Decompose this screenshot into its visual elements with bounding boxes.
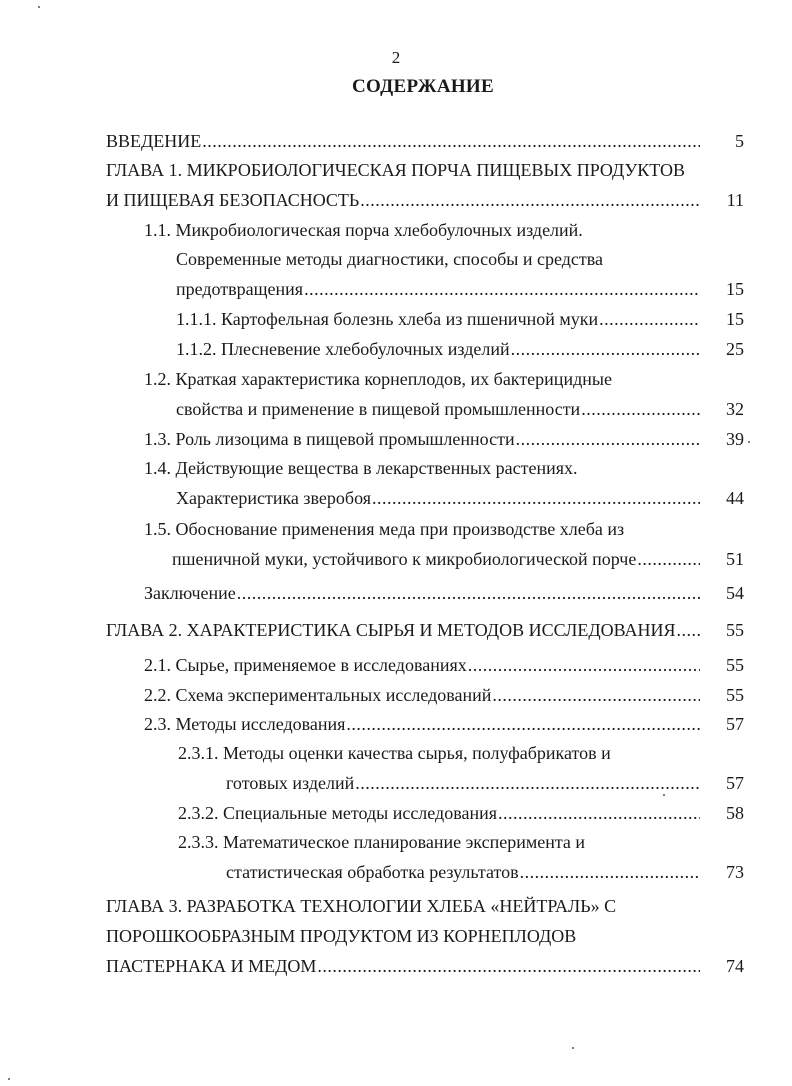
toc-entry-text: 2.1. Сырье, применяемое в исследованиях — [144, 655, 467, 675]
toc-entry-page: 25 — [726, 339, 744, 359]
scan-speck — [572, 1047, 574, 1049]
toc-entry-page: 15 — [726, 309, 744, 329]
dot-leader — [492, 682, 700, 708]
toc-chapter-2 — [106, 617, 744, 643]
dot-leader — [317, 953, 700, 979]
toc-section-2-1 — [144, 652, 744, 678]
toc-entry-text: 2.3. Методы исследования — [144, 714, 346, 734]
dot-leader — [516, 426, 700, 452]
toc-entry-page: 55 — [726, 685, 744, 705]
dot-leader — [468, 652, 700, 678]
toc-section-1-1-1 — [176, 306, 744, 332]
dot-leader — [498, 800, 700, 826]
toc-entry-text: Характеристика зверобоя — [176, 488, 372, 508]
scan-speck — [38, 6, 40, 8]
toc-section-1-3 — [144, 426, 744, 452]
dot-leader — [511, 336, 700, 362]
toc-section-1-5-line-2 — [172, 546, 744, 572]
toc-section-1-2-line-2 — [176, 396, 744, 422]
toc-section-1-1-line-1: 1.1. Микробиологическая порча хлебобулочных изделий. — [144, 220, 583, 240]
toc-section-1-2-line-1: 1.2. Краткая характеристика корнеплодов, их бактерицидные — [144, 369, 612, 389]
toc-chapter-1-line-2 — [106, 187, 744, 213]
toc-entry-text: готовых изделий — [226, 773, 355, 793]
toc-entry-text: 1.1.1. Картофельная болезнь хлеба из пшеничной муки — [176, 309, 599, 329]
toc-entry-page: 54 — [726, 583, 744, 603]
dot-leader — [677, 617, 700, 643]
dot-leader — [637, 546, 700, 572]
toc-section-2-3-1-line-2 — [226, 770, 744, 796]
toc-entry-text: предотвращения — [176, 279, 304, 299]
page-number: 2 — [391, 48, 401, 67]
toc-section-1-1-line-2: Современные методы диагностики, способы и средства — [176, 249, 604, 269]
toc-entry-page: 73 — [726, 862, 744, 882]
dot-leader — [599, 306, 700, 332]
toc-entry-page: 74 — [726, 956, 744, 976]
toc-entry-text: 1.1.2. Плесневение хлебобулочных изделий — [176, 339, 510, 359]
toc-entry-page: 44 — [726, 488, 744, 508]
scan-speck — [748, 441, 750, 443]
toc-entry-page: 39 — [726, 429, 744, 449]
toc-entry-text: 2.3.2. Специальные методы исследования — [178, 803, 497, 823]
toc-entry-page: 55 — [726, 620, 744, 640]
toc-entry-page: 58 — [726, 803, 744, 823]
toc-entry-page: 51 — [726, 549, 744, 569]
toc-entry-text: свойства и применение в пищевой промышленности — [176, 399, 581, 419]
toc-entry-page: 57 — [726, 773, 744, 793]
toc-entry-page: 11 — [726, 190, 744, 210]
page-title: СОДЕРЖАНИЕ — [352, 76, 494, 97]
dot-leader — [355, 770, 700, 796]
toc-chapter-3-line-2: ПОРОШКООБРАЗНЫМ ПРОДУКТОМ ИЗ КОРНЕПЛОДОВ — [106, 926, 577, 946]
toc-entry-text: 2.2. Схема экспериментальных исследований — [144, 685, 492, 705]
scan-speck — [663, 794, 665, 796]
toc-entry-text: ВВЕДЕНИЕ — [106, 131, 202, 151]
toc-chapter-3-line-1: ГЛАВА 3. РАЗРАБОТКА ТЕХНОЛОГИИ ХЛЕБА «НЕЙТРАЛЬ» С — [106, 896, 617, 916]
toc-entry-intro — [106, 128, 744, 154]
dot-leader — [202, 128, 700, 154]
dot-leader — [304, 276, 700, 302]
toc-section-2-3-3-line-1: 2.3.3. Математическое планирование эксперимента и — [178, 832, 586, 852]
toc-entry-page: 55 — [726, 655, 744, 675]
toc-section-1-5-line-1: 1.5. Обоснование применения меда при производстве хлеба из — [144, 519, 625, 539]
toc-chapter-1-line-1: ГЛАВА 1. МИКРОБИОЛОГИЧЕСКАЯ ПОРЧА ПИЩЕВЫХ ПРОДУКТОВ — [106, 160, 686, 180]
toc-entry-text: пшеничной муки, устойчивого к микробиологической порче — [172, 549, 637, 569]
dot-leader — [372, 485, 700, 511]
dot-leader — [520, 859, 700, 885]
toc-section-2-3-2 — [178, 800, 744, 826]
toc-entry-page: 57 — [726, 714, 744, 734]
toc-section-1-4-line-1: 1.4. Действующие вещества в лекарственных растениях. — [144, 458, 578, 478]
toc-entry-text: ПАСТЕРНАКА И МЕДОМ — [106, 956, 317, 976]
toc-section-2-2 — [144, 682, 744, 708]
toc-section-2-3 — [144, 711, 744, 737]
toc-entry-text: 1.3. Роль лизоцима в пищевой промышленности — [144, 429, 515, 449]
toc-entry-text: статистическая обработка результатов — [226, 862, 519, 882]
toc-entry-text: Заключение — [144, 583, 236, 603]
dot-leader — [360, 187, 700, 213]
dot-leader — [581, 396, 700, 422]
toc-section-2-3-1-line-1: 2.3.1. Методы оценки качества сырья, полуфабрикатов и — [178, 743, 611, 763]
toc-section-2-3-3-line-2 — [226, 859, 744, 885]
scan-speck — [8, 1078, 10, 1080]
toc-entry-page: 5 — [735, 131, 744, 151]
toc-section-1-1-line-3 — [176, 276, 744, 302]
toc-section-1-4-line-2 — [176, 485, 744, 511]
toc-section-1-1-2 — [176, 336, 744, 362]
dot-leader — [237, 580, 700, 606]
toc-conclusion — [144, 580, 744, 606]
toc-entry-text: И ПИЩЕВАЯ БЕЗОПАСНОСТЬ — [106, 190, 360, 210]
toc-entry-text: ГЛАВА 2. ХАРАКТЕРИСТИКА СЫРЬЯ И МЕТОДОВ ИССЛЕДОВАНИЯ — [106, 620, 676, 640]
dot-leader — [346, 711, 700, 737]
toc-entry-page: 32 — [726, 399, 744, 419]
toc-entry-page: 15 — [726, 279, 744, 299]
toc-chapter-3-line-3 — [106, 953, 744, 979]
